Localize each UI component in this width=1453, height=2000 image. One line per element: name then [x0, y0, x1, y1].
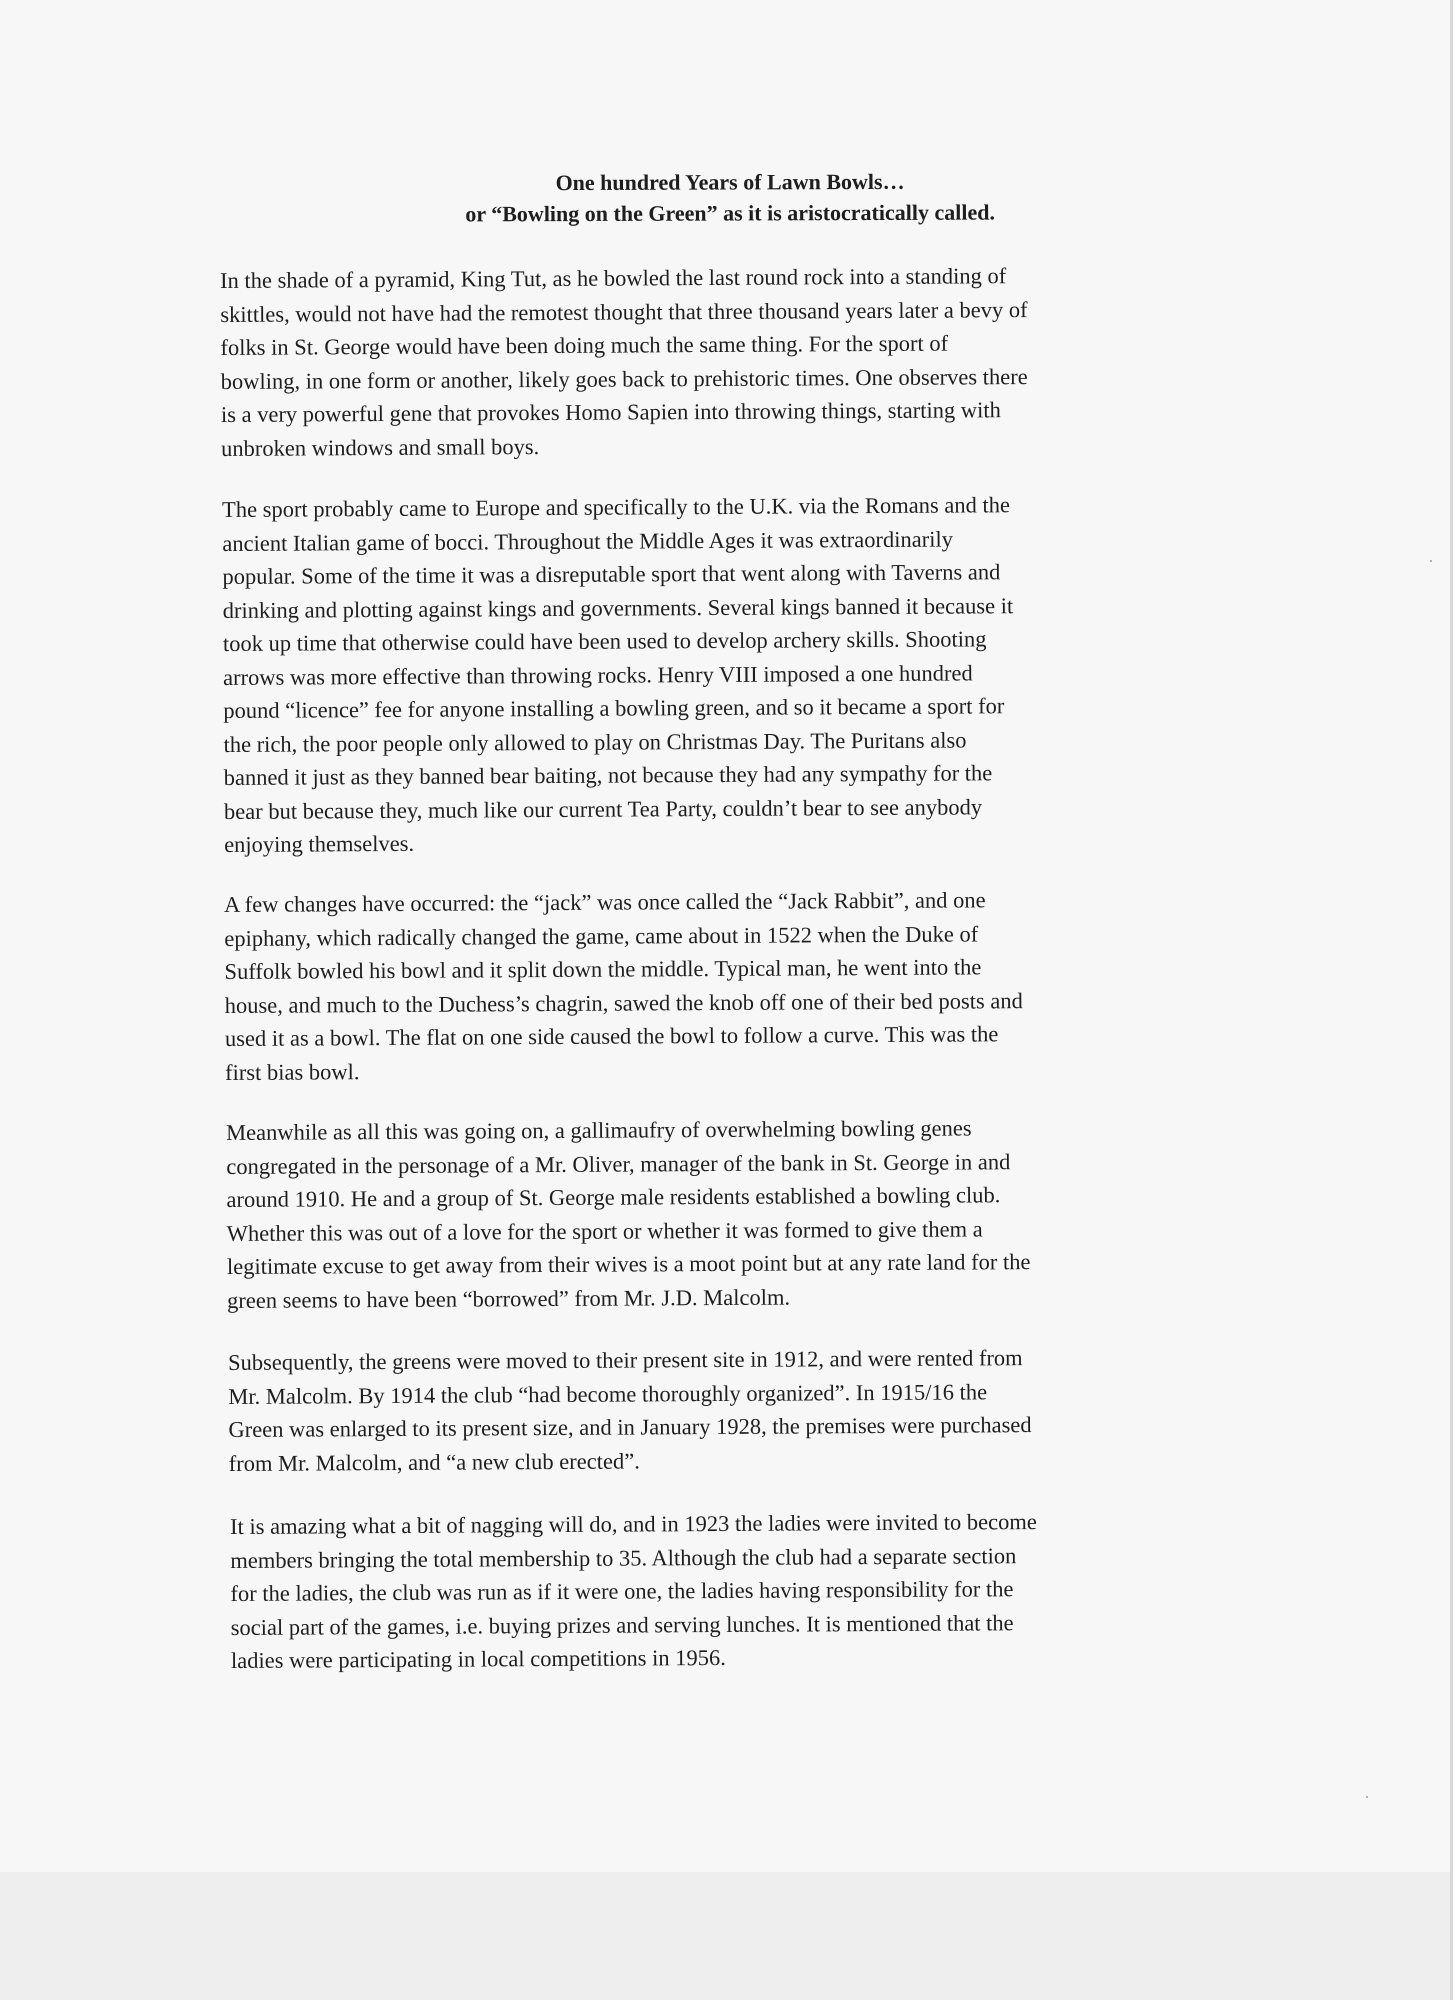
paragraph-greens-moved [228, 1340, 1269, 1480]
paragraph-line: folks in St. George would have been doing much the same thing. For the sport of [220, 330, 949, 360]
paragraph-king-tut [220, 258, 1261, 465]
paragraph-line: for the ladies, the club was run as if it were one, the ladies having responsibility for the [230, 1576, 1014, 1606]
paragraph-bias-bowl [224, 882, 1265, 1089]
paragraph-line: Suffolk bowled his bowl and it split down the middle. Typical man, he went into the [224, 954, 982, 984]
paragraph-line: congregated in the personage of a Mr. Oliver, manager of the bank in St. George in and [226, 1148, 1011, 1179]
paragraph-line: from Mr. Malcolm, and “a new club erected”. [228, 1447, 640, 1476]
title-line-1: One hundred Years of Lawn Bowls… [555, 168, 905, 196]
paragraph-line: first bias bowl. [225, 1058, 360, 1085]
paragraph-line: legitimate excuse to get away from their wives is a moot point but at any rate land for the [226, 1249, 1031, 1279]
paragraph-line: house, and much to the Duchess’s chagrin, sawed the knob off one of their bed posts and [224, 987, 1023, 1018]
paragraph-line: Green was enlarged to its present size, and in January 1928, the premises were purchased [228, 1412, 1032, 1442]
paragraph-line: used it as a bowl. The flat on one side caused the bowl to follow a curve. This was the [224, 1021, 999, 1051]
paragraph-line: ladies were participating in local competitions in 1956. [230, 1644, 726, 1673]
paragraph-line: arrows was more effective than throwing rocks. Henry VIII imposed a one hundred [223, 659, 973, 690]
paragraph-line: A few changes have occurred: the “jack” was once called the “Jack Rabbit”, and one [224, 887, 986, 917]
title-line-2: or “Bowling on the Green” as it is aristocratically called. [465, 199, 995, 227]
paragraph-line: ancient Italian game of bocci. Throughout the Middle Ages it was extraordinarily [222, 526, 953, 556]
paragraph-line: social part of the games, i.e. buying prizes and serving lunches. It is mentioned that the [230, 1609, 1014, 1640]
paragraph-line: unbroken windows and small boys. [221, 433, 540, 461]
paragraph-line: Mr. Malcolm. By 1914 the club “had become thoroughly organized”. In 1915/16 the [228, 1378, 988, 1409]
paragraph-line: around 1910. He and a group of St. George male residents established a bowling club. [226, 1182, 1001, 1212]
paragraph-line: members bringing the total membership to 35. Although the club had a separate section [230, 1542, 1017, 1573]
paragraph-line: banned it just as they banned bear baiting, not because they had any sympathy for the [223, 760, 993, 790]
paragraph-line: In the shade of a pyramid, King Tut, as he bowled the last round rock into a standing of [220, 263, 1007, 293]
paragraph-line: It is amazing what a bit of nagging will do, and in 1923 the ladies were invited to become [230, 1509, 1037, 1539]
paragraph-line: drinking and plotting against kings and governments. Several kings banned it because it [222, 592, 1014, 623]
paragraph-line: skittles, would not have had the remotest thought that three thousand years later a bevy of [220, 296, 1028, 327]
scan-speck [1430, 560, 1432, 562]
document-title [290, 165, 1170, 230]
paragraph-line: epiphany, which radically changed the game, came about in 1522 when the Duke of [224, 920, 979, 951]
paragraph-line: popular. Some of the time it was a disreputable sport that went along with Taverns and [222, 559, 1001, 589]
paragraph-line: bear but because they, much like our current Tea Party, couldn’t bear to see anybody [223, 793, 983, 824]
paragraph-line: is a very powerful gene that provokes Homo Sapien into throwing things, starting with [220, 397, 1001, 427]
paragraph-line: pound “licence” fee for anyone installing a bowling green, and so it became a sport for [223, 693, 1005, 723]
paragraph-line: green seems to have been “borrowed” from Mr. J.D. Malcolm. [227, 1284, 791, 1313]
paragraph-line: Whether this was out of a love for the sport or whether it was formed to give them a [226, 1215, 983, 1246]
paragraph-line: Subsequently, the greens were moved to their present site in 1912, and were rented from [228, 1345, 1023, 1375]
paragraph-line: The sport probably came to Europe and specifically to the U.K. via the Romans and the [222, 492, 1011, 522]
paragraph-club-founding [226, 1110, 1267, 1317]
paragraph-europe-history [222, 487, 1264, 862]
paragraph-line: bowling, in one form or another, likely goes back to prehistoric times. One observes there [220, 363, 1028, 394]
paragraph-line: the rich, the poor people only allowed to play on Christmas Day. The Puritans also [223, 726, 967, 757]
paragraph-line: enjoying themselves. [224, 830, 415, 857]
paragraph-line: Meanwhile as all this was going on, a gallimaufry of overwhelming bowling genes [226, 1115, 972, 1145]
paragraph-line: took up time that otherwise could have been used to develop archery skills. Shooting [222, 626, 987, 656]
scan-speck [1366, 1796, 1368, 1798]
scan-bottom-margin [0, 1872, 1453, 2000]
paragraph-ladies-members [230, 1504, 1271, 1678]
